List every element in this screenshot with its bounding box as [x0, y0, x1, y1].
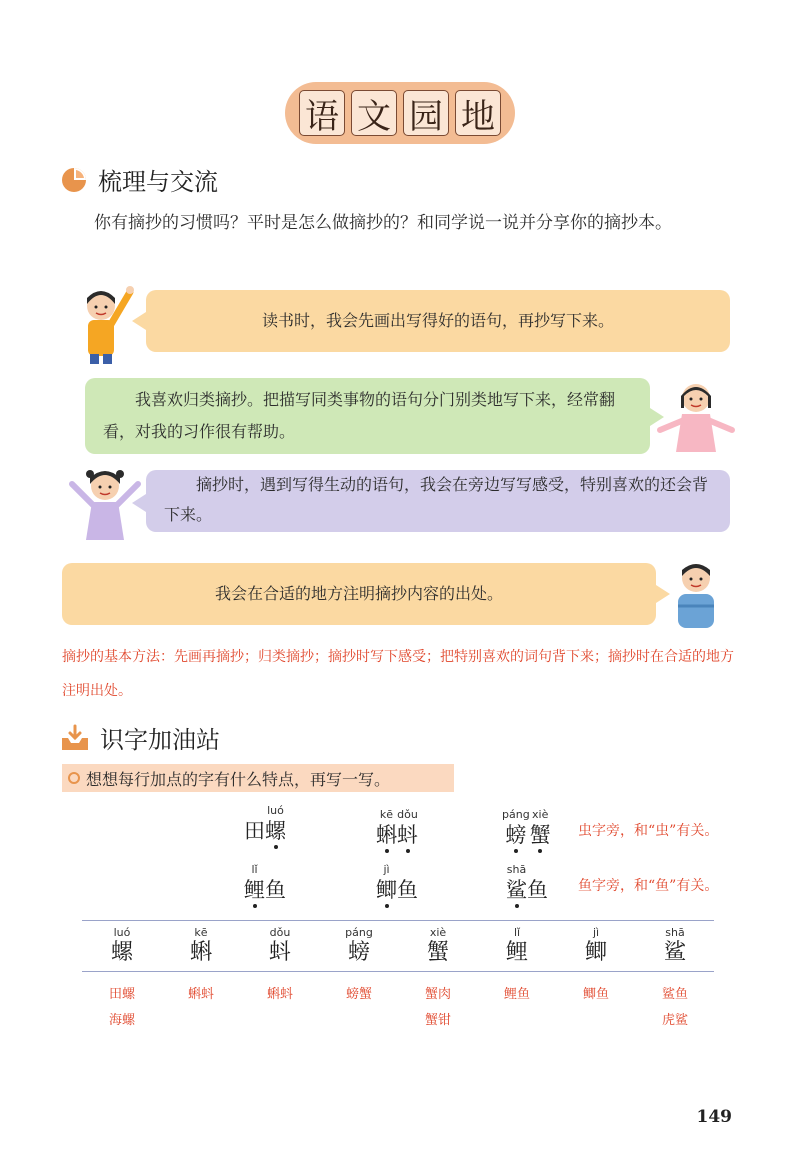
emphasis-dot: [385, 904, 389, 908]
boy-pointing-illustration: [66, 282, 136, 364]
speech-bubble: [146, 290, 730, 352]
page-title: [0, 82, 800, 144]
word-pang-xie: páng 螃 xiè 蟹: [502, 803, 551, 853]
char-column: jì 鲫 鲫鱼: [582, 926, 609, 1002]
section-heading-label: 梳理与交流: [98, 168, 218, 196]
char-column: shā 鲨 鲨鱼 虎鲨: [661, 926, 688, 1028]
char-column: xiè 蟹 蟹肉 蟹钳: [424, 926, 451, 1028]
word-li-yu: lǐ 鲤 鱼: [244, 858, 286, 908]
title-char: 语: [299, 90, 345, 136]
boy-blue-illustration: [664, 556, 728, 632]
pie-chart-icon: [60, 166, 88, 194]
section-heading-label: 识字加油站: [100, 726, 220, 754]
emphasis-dot: [514, 849, 518, 853]
intro-paragraph: 你有摘抄的习惯吗？平时是怎么做摘抄的？和同学说一说并分享你的摘抄本。: [94, 213, 672, 233]
circle-bullet-icon: [68, 772, 80, 784]
speech-bubble: [146, 470, 730, 532]
emphasis-dot: [385, 849, 389, 853]
title-char: 园: [403, 90, 449, 136]
char-column: kē 蝌 蝌蚪: [187, 926, 214, 1002]
method-summary: 摘抄的基本方法：先画再摘抄；归类摘抄；摘抄时写下感受；把特别喜欢的词句背下来；摘抄时在合适的地方注明出处。: [62, 649, 734, 699]
girl-pink-illustration: [656, 374, 736, 456]
title-char: 地: [455, 90, 501, 136]
title-char: 文: [351, 90, 397, 136]
word-sha-yu: shā 鲨 鱼: [506, 858, 548, 908]
exercise-prompt: [62, 764, 454, 792]
word-tian-luo: 田 luó 螺: [244, 803, 286, 849]
bubble-text: 摘抄时，遇到写得生动的语句，我会在旁边写写感受，特别喜欢的还会背下来。: [164, 475, 709, 524]
emphasis-dot: [253, 904, 257, 908]
char-column: luó 螺 田螺 海螺: [108, 926, 135, 1028]
speech-bubble: [62, 563, 656, 625]
bubble-text: 读书时，我会先画出写得好的语句，再抄写下来。: [261, 311, 614, 330]
emphasis-dot: [406, 849, 410, 853]
section-heading-exchange: [60, 162, 218, 197]
radical-note-fish: 鱼字旁，和“鱼”有关。: [578, 878, 719, 894]
emphasis-dot: [274, 845, 278, 849]
page-number: 149: [696, 1107, 732, 1127]
char-column: páng 螃 螃蟹: [345, 926, 373, 1002]
emphasis-dot: [515, 904, 519, 908]
char-column: dǒu 蚪 蝌蚪: [266, 926, 293, 1002]
word-ke-dou: kē 蝌 dǒu 蚪: [376, 803, 418, 853]
section-heading-literacy: [60, 720, 220, 755]
word-ji-yu: jì 鲫 鱼: [376, 858, 418, 908]
prompt-text: 想想每行加点的字有什么特点，再写一写。: [86, 769, 391, 789]
bubble-text: 我会在合适的地方注明摘抄内容的出处。: [214, 584, 503, 603]
bubble-text: 我喜欢归类摘抄。把描写同类事物的语句分门别类地写下来，经常翻看，对我的习作很有帮助。: [103, 390, 616, 441]
emphasis-dot: [538, 849, 542, 853]
radical-note-insect: 虫字旁，和“虫”有关。: [578, 823, 719, 839]
char-column: lǐ 鲤 鲤鱼: [503, 926, 530, 1002]
table-top-rule: [82, 920, 714, 921]
title-badge: [285, 82, 515, 144]
inbox-tray-icon: [60, 724, 90, 752]
speech-bubble: [85, 378, 650, 454]
